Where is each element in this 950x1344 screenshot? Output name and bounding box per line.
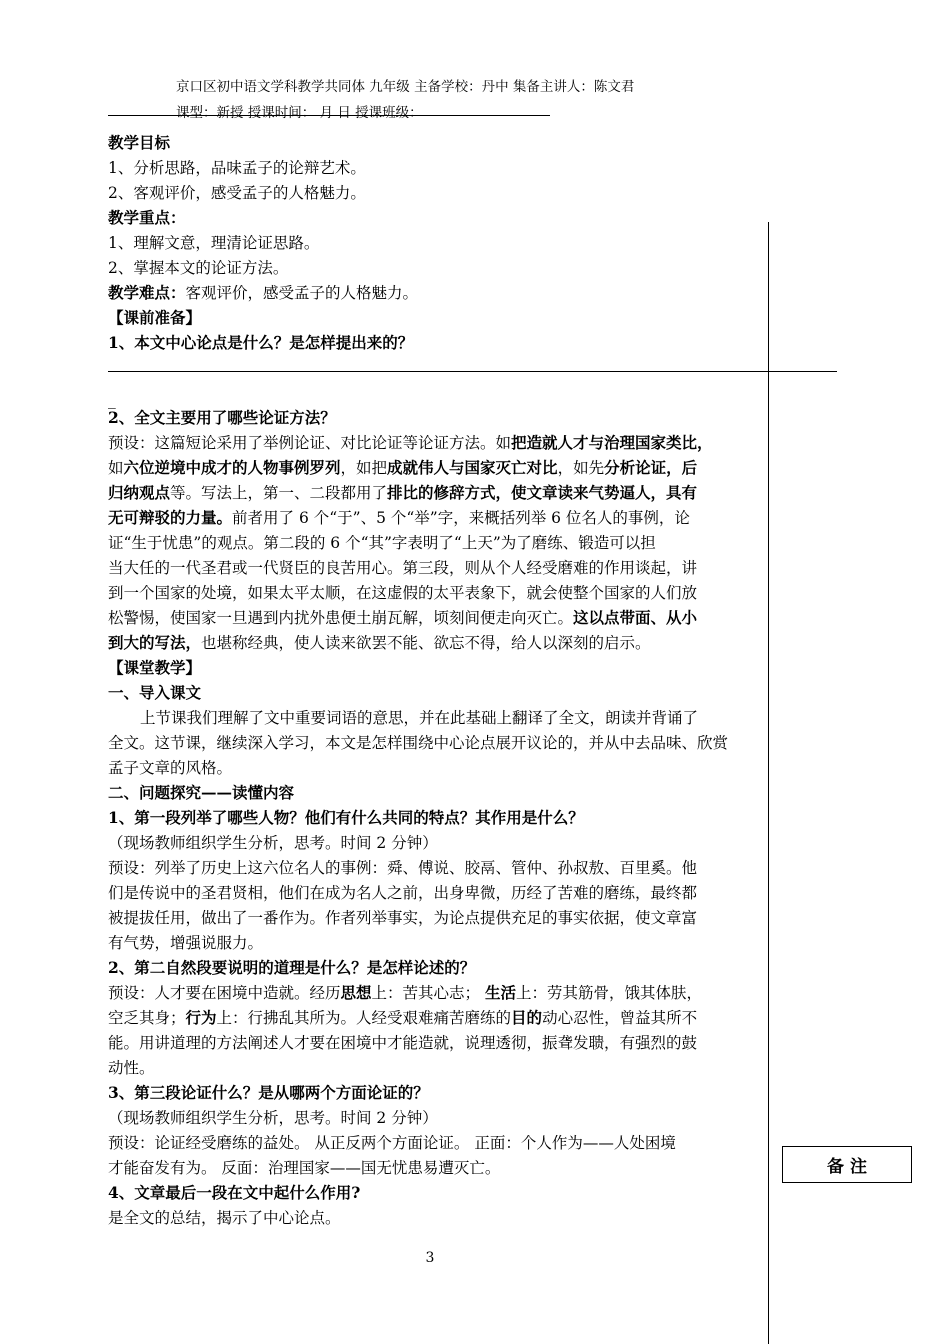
text-run: 2、掌握本文的论证方法。 — [108, 259, 289, 277]
text-line — [108, 308, 201, 328]
bold-text: 成就伟人与国家灭亡对比 — [387, 458, 558, 477]
text-line — [108, 483, 697, 503]
text-run: 当大任的一代圣君或一代贤臣的良苦用心。第三段，则从个人经受磨难的作用谈起，讲 — [108, 559, 698, 577]
page-number: 3 — [425, 1250, 435, 1266]
notes-column-divider — [768, 222, 769, 1344]
text-run: 2、客观评价，感受孟子的人格魅力。 — [108, 184, 366, 202]
text-line — [108, 1008, 697, 1028]
text-run: 客观评价，感受孟子的人格魅力。 — [185, 284, 419, 302]
text-run: （现场教师组织学生分析，思考。时间 2 分钟） — [108, 1109, 438, 1127]
text-line — [108, 858, 697, 878]
bold-text: 无可辩驳的力量。 — [108, 508, 233, 527]
header-line-1: 京口区初中语文学科教学共同体 九年级 主备学校：丹中 集备主讲人：陈文君 — [176, 79, 635, 95]
text-run: 是全文的总结，揭示了中心论点。 — [108, 1209, 341, 1227]
text-line — [108, 1083, 429, 1103]
text-run: 才能奋发有为。 反面：治理国家——国无忧患易遭灭亡。 — [108, 1159, 501, 1177]
text-line — [108, 158, 366, 178]
bold-text: 二、问题探究——读懂内容 — [108, 783, 295, 802]
bold-text: 这以点带面、从小 — [573, 608, 698, 627]
text-run: ，如先 — [557, 459, 605, 477]
text-line — [108, 390, 116, 410]
text-line — [140, 708, 698, 728]
text-run: 上：苦其心志； — [371, 984, 485, 1002]
text-run: 到一个国家的处境，如果太平太顺，在这虚假的太平表象下，就会使整个国家的人们放 — [108, 584, 698, 602]
text-line — [108, 458, 697, 478]
text-run: 动性。 — [108, 1059, 155, 1077]
text-line — [108, 258, 288, 278]
text-line — [108, 208, 186, 228]
text-run: 孟子文章的风格。 — [108, 759, 233, 777]
text-run: 预设：论证经受磨练的益处。 从正反两个方面论证。 正面：个人作为——人处困境 — [108, 1134, 676, 1152]
bold-text: 3、第三段论证什么？是从哪两个方面论证的？ — [108, 1083, 429, 1102]
text-line — [108, 333, 413, 353]
bold-text: 思想 — [340, 983, 372, 1002]
bold-text: 2、全文主要用了哪些论证方法？ — [108, 408, 336, 427]
text-line — [108, 783, 294, 803]
text-run: 动心忍性，曾益其所不 — [542, 1009, 698, 1027]
bold-text: 六位逆境中成才的人物事例罗列 — [123, 458, 341, 477]
bold-text: 到大的写法， — [108, 633, 202, 652]
bold-text: 分析论证，后 — [604, 458, 698, 477]
text-line — [108, 958, 475, 978]
notes-label: 备 注 — [827, 1157, 867, 1177]
text-line — [108, 883, 697, 903]
text-run: 能。用讲道理的方法阐述人才要在困境中才能造就，说理透彻，振聋发聩，有强烈的鼓 — [108, 1034, 698, 1052]
text-line — [108, 433, 713, 453]
text-line — [108, 508, 690, 528]
bold-text: 1、第一段列举了哪些人物？他们有什么共同的特点？其作用是什么？ — [108, 808, 584, 827]
text-line — [108, 658, 201, 678]
text-run: 也堪称经典，使人读来欲罢不能、欲忘不得，给人以深刻的启示。 — [201, 634, 651, 652]
text-line — [108, 1183, 360, 1203]
text-run: 松警惕，使国家一旦遇到内扰外患便土崩瓦解，顷刻间便走向灭亡。 — [108, 609, 574, 627]
bold-text: 行为 — [185, 1008, 217, 1027]
text-run: 预设：这篇短论采用了举例论证、对比论证等论证方法。如 — [108, 434, 512, 452]
text-line — [108, 1133, 676, 1153]
text-line — [108, 583, 697, 603]
bold-text: 归纳观点 — [108, 483, 171, 502]
bold-text: 【课前准备】 — [108, 308, 202, 327]
text-line — [108, 633, 651, 653]
header-line-2: 课型：新授 授课时间： 月 日 授课班级： — [176, 105, 423, 121]
text-line — [108, 1033, 697, 1053]
text-run: 预设：人才要在困境中造就。经历 — [108, 984, 341, 1002]
text-line — [108, 758, 232, 778]
bold-text: 教学目标 — [108, 133, 171, 152]
text-line — [108, 683, 201, 703]
bold-text: 2、第二自然段要说明的道理是什么？是怎样论述的？ — [108, 958, 476, 977]
text-run: 被提拔任用，做出了一番作为。作者列举事实，为论点提供充足的事实依据，使文章富 — [108, 909, 698, 927]
notes-box — [782, 1146, 912, 1183]
text-line — [108, 558, 697, 578]
text-line — [108, 933, 263, 953]
text-run: 1、分析思路，品味孟子的论辩艺术。 — [108, 159, 366, 177]
text-run: 全文。这节课，继续深入学习，本文是怎样围绕中心论点展开议论的，并从中去品味、欣赏 — [108, 734, 729, 752]
bold-text: 一、导入课文 — [108, 683, 202, 702]
text-run: 前者用了 6 个“于”、5 个“举”字，来概括列举 6 位名人的事例，论 — [232, 509, 690, 527]
text-run: 们是传说中的圣君贤相，他们在成为名人之前，出身卑微，历经了苦难的磨练，最终都 — [108, 884, 698, 902]
bold-text: 1、本文中心论点是什么？是怎样提出来的？ — [108, 333, 414, 352]
bold-text: 教学重点： — [108, 208, 186, 227]
text-run: 上：劳其筋骨，饿其体肤， — [515, 984, 702, 1002]
text-line — [108, 1208, 341, 1228]
bold-text: 目的 — [511, 1008, 543, 1027]
text-line — [108, 833, 438, 853]
text-run: 空乏其身； — [108, 1009, 186, 1027]
text-line — [108, 283, 418, 303]
text-run: 有气势，增强说服力。 — [108, 934, 264, 952]
bold-text: 排比的修辞方式，使文章读来气势逼人，具有 — [387, 483, 698, 502]
text-line — [108, 408, 336, 428]
text-line — [108, 1158, 500, 1178]
text-line — [108, 608, 697, 628]
answer-blank-line — [108, 371, 837, 372]
text-run: _ — [108, 391, 116, 409]
text-run: 等。写法上，第一、二段都用了 — [170, 484, 388, 502]
text-run: 上：行拂乱其所为。人经受艰难痛苦磨练的 — [216, 1009, 512, 1027]
header-underline — [108, 115, 550, 116]
bold-text: 把造就人才与治理国家类比， — [511, 433, 713, 452]
text-run: ，如把 — [340, 459, 388, 477]
text-run: 预设：列举了历史上这六位名人的事例：舜、傅说、胶鬲、管仲、孙叔敖、百里奚。他 — [108, 859, 698, 877]
text-run: （现场教师组织学生分析，思考。时间 2 分钟） — [108, 834, 438, 852]
text-line — [108, 133, 170, 153]
text-line — [108, 1058, 155, 1078]
text-run: 1、理解文意，理清论证思路。 — [108, 234, 320, 252]
text-line — [108, 183, 366, 203]
bold-text: 【课堂教学】 — [108, 658, 202, 677]
text-line — [108, 233, 319, 253]
text-line — [108, 1108, 438, 1128]
text-run: 证“生于忧患”的观点。第二段的 6 个“其”字表明了“上天”为了磨练、锻造可以担 — [108, 534, 656, 552]
bold-text: 生活 — [484, 983, 516, 1002]
bold-text: 4、文章最后一段在文中起什么作用? — [108, 1183, 361, 1202]
text-line — [108, 908, 697, 928]
text-line — [108, 733, 728, 753]
text-line — [108, 808, 584, 828]
text-line — [108, 533, 656, 553]
text-line — [108, 983, 702, 1003]
text-run: 上节课我们理解了文中重要词语的意思，并在此基础上翻译了全文，朗读并背诵了 — [140, 709, 699, 727]
bold-text: 教学难点： — [108, 283, 186, 302]
text-run: 如 — [108, 459, 124, 477]
